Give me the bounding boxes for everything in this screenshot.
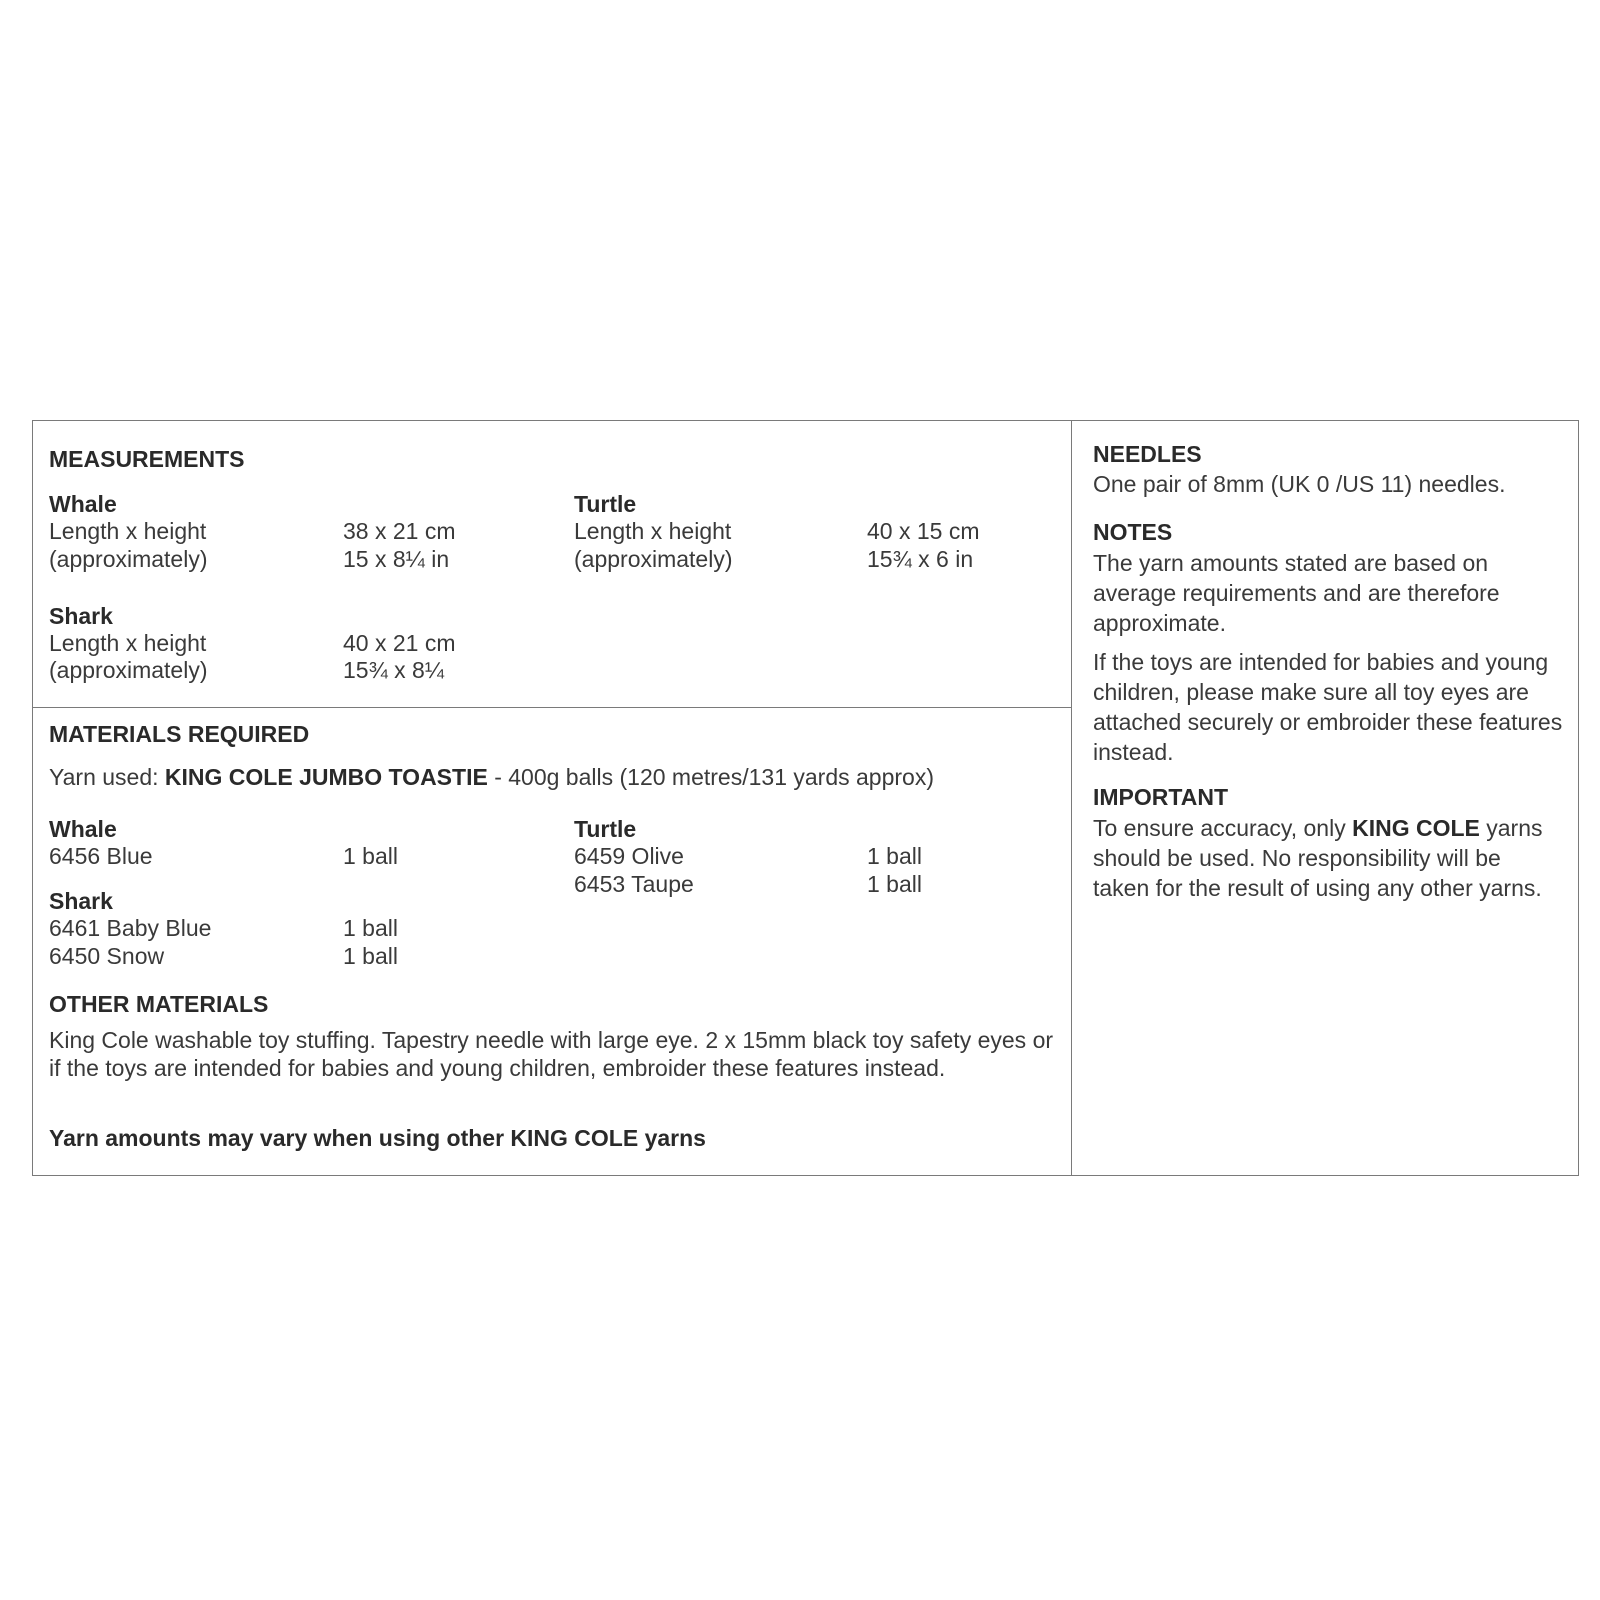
important-text — [1093, 813, 1563, 903]
materials-turtle-qty: 1 ball — [867, 843, 922, 869]
measurements-turtle-label2: (approximately) — [574, 546, 733, 572]
materials-turtle-colour: 6459 Olive — [574, 843, 684, 869]
yarn-used-suffix: - 400g balls (120 metres/131 yards approx) — [494, 764, 934, 790]
measurements-turtle-in: 15¾ x 6 in — [867, 546, 974, 572]
measurements-shark-name: Shark — [49, 603, 113, 629]
important-text-after: yarns should be used. No responsibility will be taken for the result of using any other yarns. — [1093, 815, 1543, 901]
measurements-whale-label1: Length x height — [49, 518, 207, 544]
important-heading: IMPORTANT — [1093, 784, 1229, 810]
measurements-heading: MEASUREMENTS — [49, 446, 245, 472]
notes-para-1: The yarn amounts stated are based on average requirements and are therefore approximate. — [1093, 550, 1500, 636]
section-divider — [32, 707, 1072, 708]
measurements-shark-cm: 40 x 21 cm — [343, 630, 456, 656]
yarn-used-prefix: Yarn used: — [49, 764, 159, 790]
yarn-name: KING COLE JUMBO TOASTIE — [164, 764, 488, 790]
materials-turtle-name: Turtle — [574, 816, 637, 842]
materials-shark-colour: 6461 Baby Blue — [49, 915, 212, 941]
measurements-turtle-cm: 40 x 15 cm — [867, 518, 980, 544]
materials-shark-qty: 1 ball — [343, 943, 398, 969]
important-brand: KING COLE — [1352, 815, 1480, 841]
other-materials-text: King Cole washable toy stuffing. Tapestry needle with large eye. 2 x 15mm black toy safety eyes or if the toys are intended for babies and young children, embroider these features instead. — [49, 1027, 1054, 1081]
materials-shark-colour: 6450 Snow — [49, 943, 165, 969]
measurements-whale-cm: 38 x 21 cm — [343, 518, 456, 544]
measurements-shark-label1: Length x height — [49, 630, 207, 656]
measurements-shark-label2: (approximately) — [49, 657, 208, 683]
important-text-before: To ensure accuracy, only — [1093, 815, 1346, 841]
needles-text: One pair of 8mm (UK 0 /US 11) needles. — [1093, 471, 1506, 497]
column-divider — [1071, 420, 1072, 1176]
other-materials-heading: OTHER MATERIALS — [49, 991, 269, 1017]
materials-whale-qty: 1 ball — [343, 843, 398, 869]
materials-whale-name: Whale — [49, 816, 117, 842]
measurements-whale-name: Whale — [49, 491, 117, 517]
measurements-turtle-name: Turtle — [574, 491, 637, 517]
needles-heading: NEEDLES — [1093, 441, 1202, 467]
materials-shark-qty: 1 ball — [343, 915, 398, 941]
measurements-whale-in: 15 x 8¼ in — [343, 546, 450, 572]
measurements-turtle-label1: Length x height — [574, 518, 732, 544]
materials-heading: MATERIALS REQUIRED — [49, 721, 310, 747]
materials-turtle-qty: 1 ball — [867, 871, 922, 897]
measurements-whale-label2: (approximately) — [49, 546, 208, 572]
notes-para-2: If the toys are intended for babies and young children, please make sure all toy eyes are attached securely or embroider these features instead. — [1093, 649, 1563, 765]
materials-turtle-colour: 6453 Taupe — [574, 871, 694, 897]
measurements-shark-in: 15¾ x 8¼ — [343, 657, 445, 683]
materials-whale-colour: 6456 Blue — [49, 843, 153, 869]
yarn-amounts-note: Yarn amounts may vary when using other KING COLE yarns — [49, 1125, 706, 1151]
yarn-used-line — [49, 763, 934, 791]
notes-heading: NOTES — [1093, 519, 1173, 545]
materials-shark-name: Shark — [49, 888, 113, 914]
